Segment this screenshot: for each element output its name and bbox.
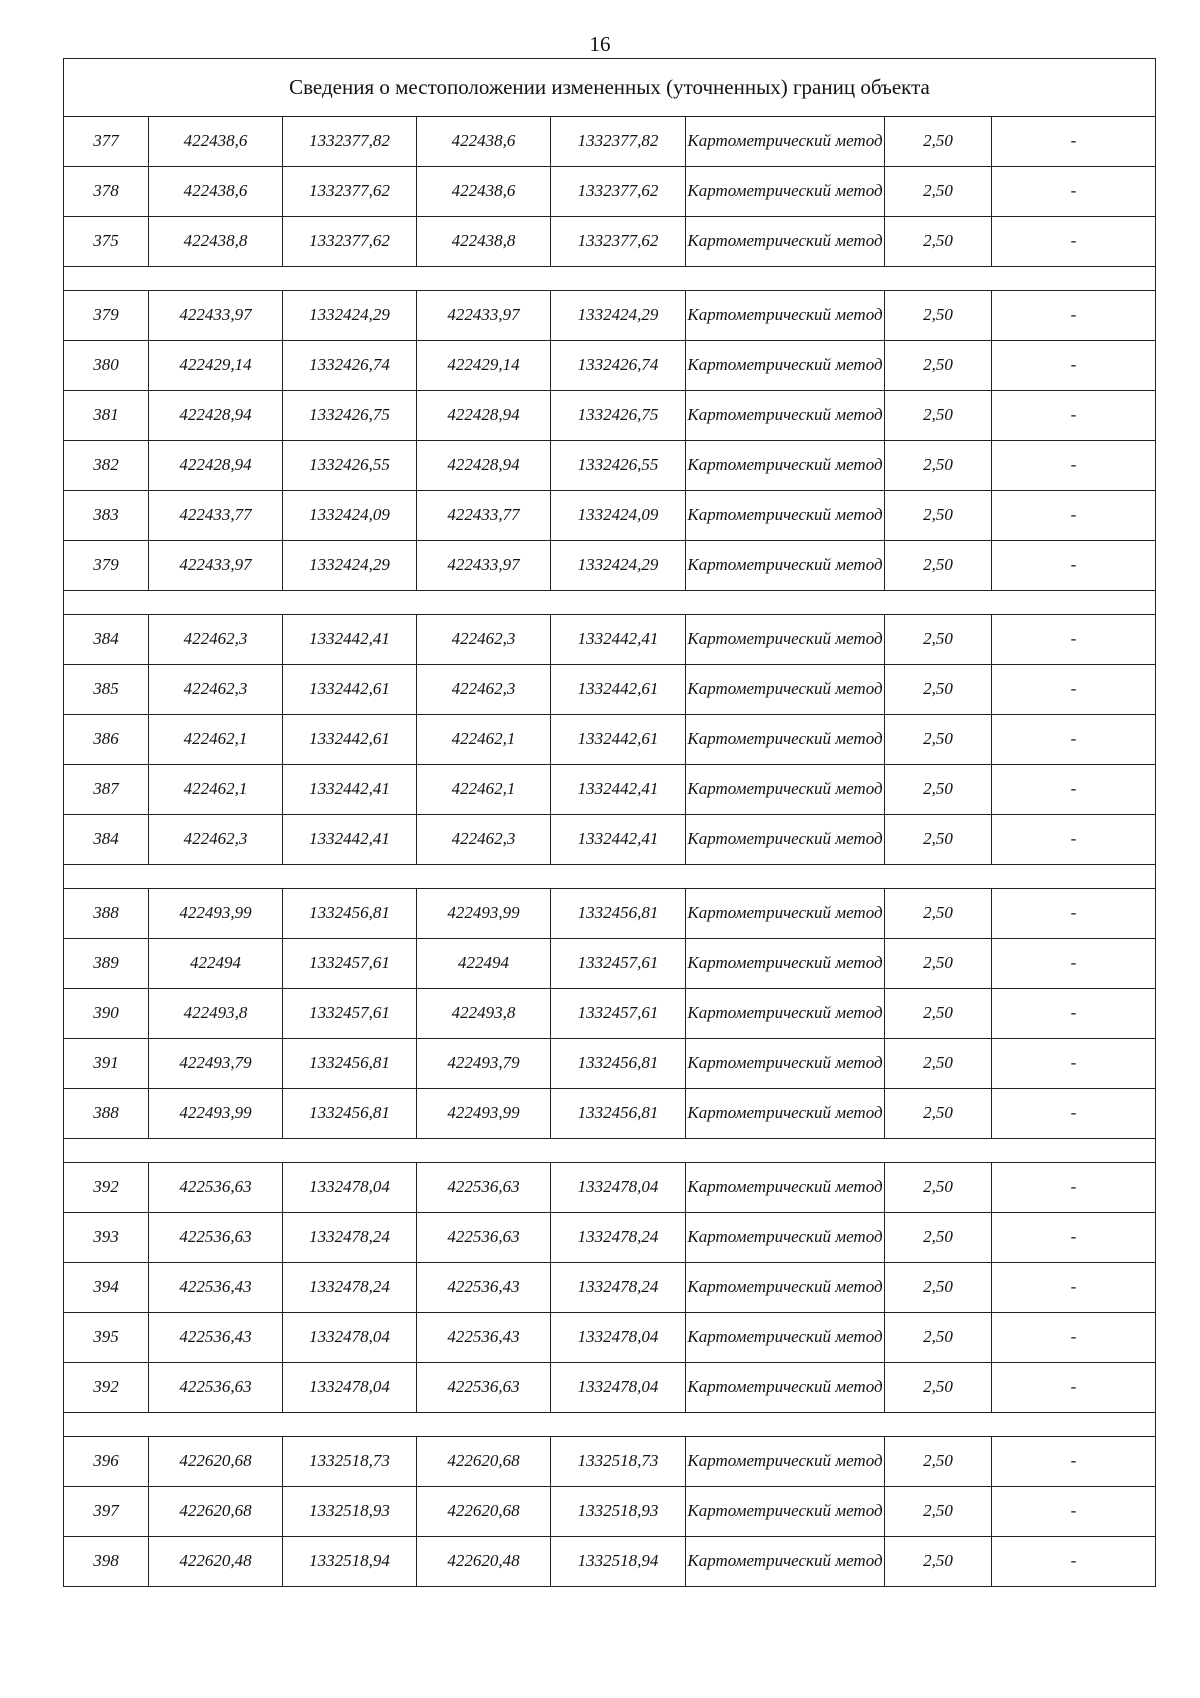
group-separator-row [64, 267, 1156, 291]
group-separator [64, 591, 1156, 615]
precision-cell: 2,50 [885, 491, 992, 541]
new-y-cell: 1332442,41 [551, 615, 686, 665]
old-x-cell: 422462,1 [149, 765, 283, 815]
table-row [64, 1089, 1156, 1139]
new-x-cell: 422536,43 [417, 1263, 551, 1313]
point-number-cell: 384 [64, 815, 149, 865]
precision-cell: 2,50 [885, 889, 992, 939]
new-y-cell: 1332478,04 [551, 1163, 686, 1213]
new-x-cell: 422493,8 [417, 989, 551, 1039]
new-x-cell: 422433,97 [417, 291, 551, 341]
old-x-cell: 422536,63 [149, 1213, 283, 1263]
description-cell: - [992, 1039, 1156, 1089]
description-cell: - [992, 341, 1156, 391]
old-x-cell: 422462,3 [149, 665, 283, 715]
new-x-cell: 422536,63 [417, 1163, 551, 1213]
old-x-cell: 422536,43 [149, 1263, 283, 1313]
group-separator-row [64, 1413, 1156, 1437]
old-y-cell: 1332377,82 [283, 117, 417, 167]
table-body [64, 59, 1156, 1587]
old-y-cell: 1332442,41 [283, 615, 417, 665]
method-cell: Картометрический метод [686, 217, 885, 267]
precision-cell: 2,50 [885, 441, 992, 491]
description-cell: - [992, 715, 1156, 765]
method-cell: Картометрический метод [686, 889, 885, 939]
precision-cell: 2,50 [885, 989, 992, 1039]
method-cell: Картометрический метод [686, 441, 885, 491]
page-number: 16 [589, 32, 611, 56]
point-number-cell: 394 [64, 1263, 149, 1313]
old-y-cell: 1332442,61 [283, 715, 417, 765]
old-y-cell: 1332457,61 [283, 939, 417, 989]
group-separator-row [64, 1139, 1156, 1163]
new-x-cell: 422493,99 [417, 889, 551, 939]
new-y-cell: 1332424,09 [551, 491, 686, 541]
new-y-cell: 1332518,73 [551, 1437, 686, 1487]
method-cell: Картометрический метод [686, 391, 885, 441]
new-y-cell: 1332426,74 [551, 341, 686, 391]
old-x-cell: 422462,3 [149, 615, 283, 665]
new-y-cell: 1332456,81 [551, 889, 686, 939]
new-y-cell: 1332478,04 [551, 1363, 686, 1413]
new-y-cell: 1332478,24 [551, 1263, 686, 1313]
old-x-cell: 422493,99 [149, 889, 283, 939]
table-row [64, 615, 1156, 665]
new-y-cell: 1332518,93 [551, 1487, 686, 1537]
description-cell: - [992, 1163, 1156, 1213]
description-cell: - [992, 1487, 1156, 1537]
table-row [64, 1437, 1156, 1487]
new-y-cell: 1332518,94 [551, 1537, 686, 1587]
new-y-cell: 1332377,62 [551, 167, 686, 217]
table-row [64, 1487, 1156, 1537]
table-row [64, 341, 1156, 391]
old-y-cell: 1332478,04 [283, 1313, 417, 1363]
old-y-cell: 1332377,62 [283, 217, 417, 267]
method-cell: Картометрический метод [686, 491, 885, 541]
description-cell: - [992, 1313, 1156, 1363]
description-cell: - [992, 989, 1156, 1039]
new-x-cell: 422536,63 [417, 1213, 551, 1263]
method-cell: Картометрический метод [686, 1487, 885, 1537]
point-number-cell: 393 [64, 1213, 149, 1263]
table-row [64, 1313, 1156, 1363]
precision-cell: 2,50 [885, 665, 992, 715]
point-number-cell: 396 [64, 1437, 149, 1487]
table-row [64, 1163, 1156, 1213]
table-title-row [64, 59, 1156, 117]
method-cell: Картометрический метод [686, 1537, 885, 1587]
new-x-cell: 422620,68 [417, 1437, 551, 1487]
point-number-cell: 382 [64, 441, 149, 491]
table-row [64, 765, 1156, 815]
description-cell: - [992, 291, 1156, 341]
new-x-cell: 422433,77 [417, 491, 551, 541]
old-y-cell: 1332518,73 [283, 1437, 417, 1487]
precision-cell: 2,50 [885, 1213, 992, 1263]
description-cell: - [992, 491, 1156, 541]
old-x-cell: 422433,77 [149, 491, 283, 541]
group-separator [64, 267, 1156, 291]
old-x-cell: 422493,79 [149, 1039, 283, 1089]
method-cell: Картометрический метод [686, 939, 885, 989]
description-cell: - [992, 1437, 1156, 1487]
table-row [64, 441, 1156, 491]
old-x-cell: 422620,68 [149, 1487, 283, 1537]
table-title: Сведения о местоположении измененных (уточненных) границ объекта [64, 59, 1156, 117]
old-x-cell: 422433,97 [149, 291, 283, 341]
old-x-cell: 422620,68 [149, 1437, 283, 1487]
table-row [64, 939, 1156, 989]
new-y-cell: 1332442,41 [551, 765, 686, 815]
old-x-cell: 422429,14 [149, 341, 283, 391]
precision-cell: 2,50 [885, 1487, 992, 1537]
old-x-cell: 422428,94 [149, 391, 283, 441]
new-x-cell: 422462,1 [417, 715, 551, 765]
boundary-coordinates-table [63, 58, 1156, 1587]
table-row [64, 1213, 1156, 1263]
new-x-cell: 422494 [417, 939, 551, 989]
new-x-cell: 422428,94 [417, 441, 551, 491]
description-cell: - [992, 541, 1156, 591]
description-cell: - [992, 815, 1156, 865]
table-row [64, 1537, 1156, 1587]
new-y-cell: 1332457,61 [551, 939, 686, 989]
new-x-cell: 422428,94 [417, 391, 551, 441]
new-x-cell: 422462,3 [417, 665, 551, 715]
table-row [64, 167, 1156, 217]
method-cell: Картометрический метод [686, 1213, 885, 1263]
method-cell: Картометрический метод [686, 1363, 885, 1413]
new-y-cell: 1332426,55 [551, 441, 686, 491]
precision-cell: 2,50 [885, 1263, 992, 1313]
new-x-cell: 422438,6 [417, 167, 551, 217]
new-y-cell: 1332377,82 [551, 117, 686, 167]
table-row [64, 715, 1156, 765]
method-cell: Картометрический метод [686, 765, 885, 815]
point-number-cell: 378 [64, 167, 149, 217]
old-x-cell: 422438,6 [149, 117, 283, 167]
new-y-cell: 1332457,61 [551, 989, 686, 1039]
point-number-cell: 389 [64, 939, 149, 989]
table-row [64, 391, 1156, 441]
old-y-cell: 1332478,04 [283, 1163, 417, 1213]
new-x-cell: 422462,3 [417, 815, 551, 865]
description-cell: - [992, 615, 1156, 665]
new-x-cell: 422462,3 [417, 615, 551, 665]
old-x-cell: 422620,48 [149, 1537, 283, 1587]
precision-cell: 2,50 [885, 765, 992, 815]
old-y-cell: 1332518,94 [283, 1537, 417, 1587]
new-x-cell: 422462,1 [417, 765, 551, 815]
new-x-cell: 422536,43 [417, 1313, 551, 1363]
precision-cell: 2,50 [885, 541, 992, 591]
table-row [64, 291, 1156, 341]
new-y-cell: 1332456,81 [551, 1089, 686, 1139]
new-x-cell: 422536,63 [417, 1363, 551, 1413]
old-x-cell: 422536,63 [149, 1363, 283, 1413]
method-cell: Картометрический метод [686, 1263, 885, 1313]
method-cell: Картометрический метод [686, 665, 885, 715]
group-separator-row [64, 591, 1156, 615]
method-cell: Картометрический метод [686, 1163, 885, 1213]
table-row [64, 889, 1156, 939]
old-y-cell: 1332442,41 [283, 765, 417, 815]
precision-cell: 2,50 [885, 1163, 992, 1213]
old-x-cell: 422462,3 [149, 815, 283, 865]
old-y-cell: 1332456,81 [283, 1089, 417, 1139]
precision-cell: 2,50 [885, 117, 992, 167]
new-y-cell: 1332478,24 [551, 1213, 686, 1263]
point-number-cell: 383 [64, 491, 149, 541]
point-number-cell: 392 [64, 1163, 149, 1213]
point-number-cell: 388 [64, 1089, 149, 1139]
method-cell: Картометрический метод [686, 291, 885, 341]
group-separator [64, 1139, 1156, 1163]
new-x-cell: 422493,79 [417, 1039, 551, 1089]
old-y-cell: 1332478,24 [283, 1263, 417, 1313]
old-x-cell: 422438,6 [149, 167, 283, 217]
method-cell: Картометрический метод [686, 815, 885, 865]
point-number-cell: 392 [64, 1363, 149, 1413]
point-number-cell: 375 [64, 217, 149, 267]
description-cell: - [992, 117, 1156, 167]
precision-cell: 2,50 [885, 1089, 992, 1139]
table-row [64, 117, 1156, 167]
description-cell: - [992, 1537, 1156, 1587]
table-row [64, 1039, 1156, 1089]
method-cell: Картометрический метод [686, 341, 885, 391]
precision-cell: 2,50 [885, 217, 992, 267]
precision-cell: 2,50 [885, 1313, 992, 1363]
new-x-cell: 422429,14 [417, 341, 551, 391]
precision-cell: 2,50 [885, 167, 992, 217]
table-row [64, 491, 1156, 541]
point-number-cell: 377 [64, 117, 149, 167]
method-cell: Картометрический метод [686, 615, 885, 665]
old-x-cell: 422438,8 [149, 217, 283, 267]
description-cell: - [992, 167, 1156, 217]
new-y-cell: 1332442,61 [551, 665, 686, 715]
method-cell: Картометрический метод [686, 1437, 885, 1487]
method-cell: Картометрический метод [686, 1039, 885, 1089]
new-y-cell: 1332426,75 [551, 391, 686, 441]
old-x-cell: 422428,94 [149, 441, 283, 491]
table-row [64, 1263, 1156, 1313]
old-x-cell: 422433,97 [149, 541, 283, 591]
old-y-cell: 1332456,81 [283, 1039, 417, 1089]
method-cell: Картометрический метод [686, 1089, 885, 1139]
new-y-cell: 1332442,61 [551, 715, 686, 765]
method-cell: Картометрический метод [686, 989, 885, 1039]
precision-cell: 2,50 [885, 1437, 992, 1487]
table-row [64, 541, 1156, 591]
table-row [64, 815, 1156, 865]
precision-cell: 2,50 [885, 615, 992, 665]
point-number-cell: 387 [64, 765, 149, 815]
method-cell: Картометрический метод [686, 715, 885, 765]
description-cell: - [992, 1089, 1156, 1139]
precision-cell: 2,50 [885, 1363, 992, 1413]
table-row [64, 217, 1156, 267]
precision-cell: 2,50 [885, 1039, 992, 1089]
old-y-cell: 1332424,29 [283, 541, 417, 591]
precision-cell: 2,50 [885, 939, 992, 989]
point-number-cell: 397 [64, 1487, 149, 1537]
new-x-cell: 422433,97 [417, 541, 551, 591]
old-y-cell: 1332426,75 [283, 391, 417, 441]
description-cell: - [992, 765, 1156, 815]
description-cell: - [992, 939, 1156, 989]
description-cell: - [992, 665, 1156, 715]
new-y-cell: 1332456,81 [551, 1039, 686, 1089]
precision-cell: 2,50 [885, 341, 992, 391]
precision-cell: 2,50 [885, 715, 992, 765]
old-y-cell: 1332457,61 [283, 989, 417, 1039]
old-x-cell: 422462,1 [149, 715, 283, 765]
new-y-cell: 1332424,29 [551, 291, 686, 341]
point-number-cell: 386 [64, 715, 149, 765]
description-cell: - [992, 889, 1156, 939]
old-y-cell: 1332424,29 [283, 291, 417, 341]
new-y-cell: 1332424,29 [551, 541, 686, 591]
new-x-cell: 422620,68 [417, 1487, 551, 1537]
point-number-cell: 395 [64, 1313, 149, 1363]
old-y-cell: 1332518,93 [283, 1487, 417, 1537]
new-x-cell: 422620,48 [417, 1537, 551, 1587]
precision-cell: 2,50 [885, 291, 992, 341]
description-cell: - [992, 441, 1156, 491]
old-y-cell: 1332426,74 [283, 341, 417, 391]
old-x-cell: 422493,99 [149, 1089, 283, 1139]
new-y-cell: 1332377,62 [551, 217, 686, 267]
point-number-cell: 379 [64, 541, 149, 591]
group-separator [64, 865, 1156, 889]
group-separator-row [64, 865, 1156, 889]
old-y-cell: 1332377,62 [283, 167, 417, 217]
old-x-cell: 422494 [149, 939, 283, 989]
group-separator [64, 1413, 1156, 1437]
new-x-cell: 422438,6 [417, 117, 551, 167]
method-cell: Картометрический метод [686, 541, 885, 591]
point-number-cell: 385 [64, 665, 149, 715]
description-cell: - [992, 1263, 1156, 1313]
table-row [64, 1363, 1156, 1413]
old-y-cell: 1332442,41 [283, 815, 417, 865]
description-cell: - [992, 217, 1156, 267]
old-x-cell: 422536,43 [149, 1313, 283, 1363]
old-x-cell: 422493,8 [149, 989, 283, 1039]
old-y-cell: 1332456,81 [283, 889, 417, 939]
point-number-cell: 381 [64, 391, 149, 441]
old-y-cell: 1332478,24 [283, 1213, 417, 1263]
new-x-cell: 422438,8 [417, 217, 551, 267]
table-row [64, 665, 1156, 715]
old-y-cell: 1332426,55 [283, 441, 417, 491]
old-x-cell: 422536,63 [149, 1163, 283, 1213]
description-cell: - [992, 1213, 1156, 1263]
point-number-cell: 390 [64, 989, 149, 1039]
new-y-cell: 1332442,41 [551, 815, 686, 865]
point-number-cell: 384 [64, 615, 149, 665]
point-number-cell: 380 [64, 341, 149, 391]
method-cell: Картометрический метод [686, 117, 885, 167]
description-cell: - [992, 391, 1156, 441]
precision-cell: 2,50 [885, 815, 992, 865]
method-cell: Картометрический метод [686, 1313, 885, 1363]
precision-cell: 2,50 [885, 391, 992, 441]
point-number-cell: 398 [64, 1537, 149, 1587]
point-number-cell: 391 [64, 1039, 149, 1089]
new-x-cell: 422493,99 [417, 1089, 551, 1139]
point-number-cell: 388 [64, 889, 149, 939]
description-cell: - [992, 1363, 1156, 1413]
point-number-cell: 379 [64, 291, 149, 341]
old-y-cell: 1332478,04 [283, 1363, 417, 1413]
old-y-cell: 1332424,09 [283, 491, 417, 541]
precision-cell: 2,50 [885, 1537, 992, 1587]
method-cell: Картометрический метод [686, 167, 885, 217]
old-y-cell: 1332442,61 [283, 665, 417, 715]
table-row [64, 989, 1156, 1039]
new-y-cell: 1332478,04 [551, 1313, 686, 1363]
